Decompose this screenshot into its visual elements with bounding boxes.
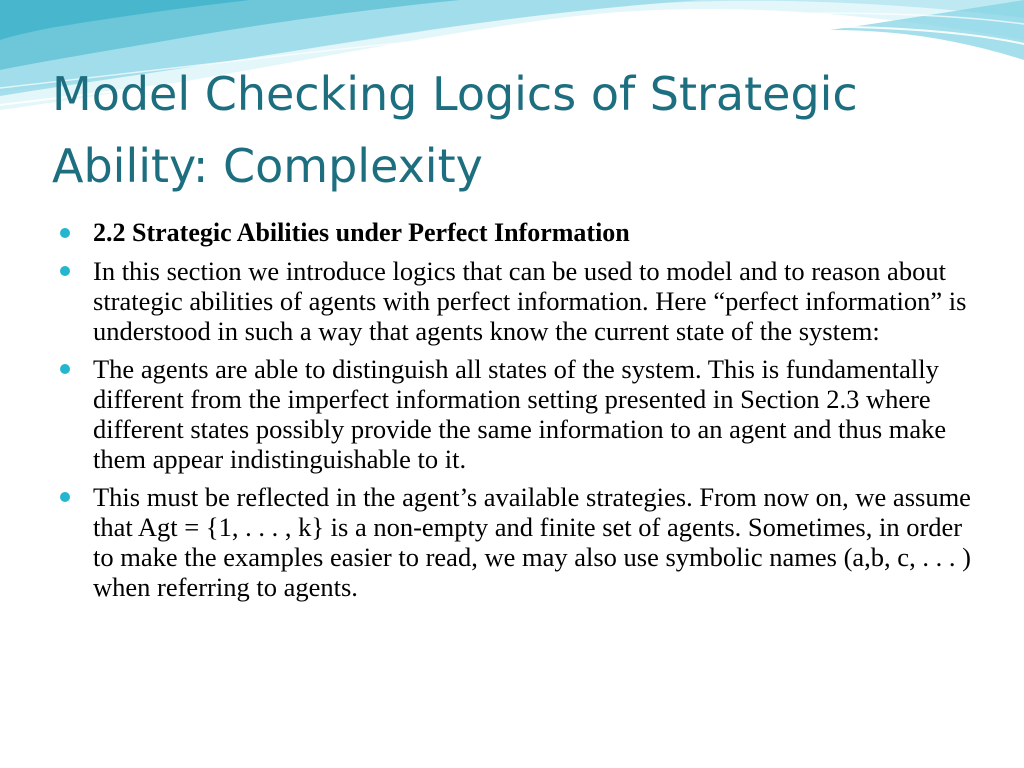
bullet-text: In this section we introduce logics that can be used to model and to reason about strategic abilities of agents with perfect information. Here “perfect information” is understood in such a way that agents know the current state of the system: (93, 256, 967, 346)
bullet-dot-icon (60, 266, 70, 276)
bullet-item-strategies (60, 482, 980, 602)
bullet-list (60, 218, 980, 610)
bullet-dot-icon (60, 364, 70, 374)
bullet-item-distinguish (60, 354, 980, 474)
bullet-text: This must be reflected in the agent’s available strategies. From now on, we assume that Agt = {1, . . . , k} is a non-empty and finite set of agents. Sometimes, in order to make the examples easier to read, we may also use symbolic names (a,b, c, . . . ) when referring to agents. (93, 482, 971, 602)
slide-title-line-1: Model Checking Logics of Strategic (52, 67, 858, 121)
bullet-item-intro (60, 256, 980, 346)
slide-title-line-2: Ability: Complexity (52, 139, 483, 193)
bullet-dot-icon (60, 228, 70, 238)
slide-title (52, 58, 992, 202)
bullet-text: 2.2 Strategic Abilities under Perfect Information (93, 218, 630, 247)
bullet-item-heading (60, 218, 980, 248)
bullet-dot-icon (60, 492, 70, 502)
bullet-text: The agents are able to distinguish all states of the system. This is fundamentally different from the imperfect information setting presented in Section 2.3 where different states possibly provide the same information to an agent and thus make them appear indistinguishable to it. (93, 354, 947, 474)
